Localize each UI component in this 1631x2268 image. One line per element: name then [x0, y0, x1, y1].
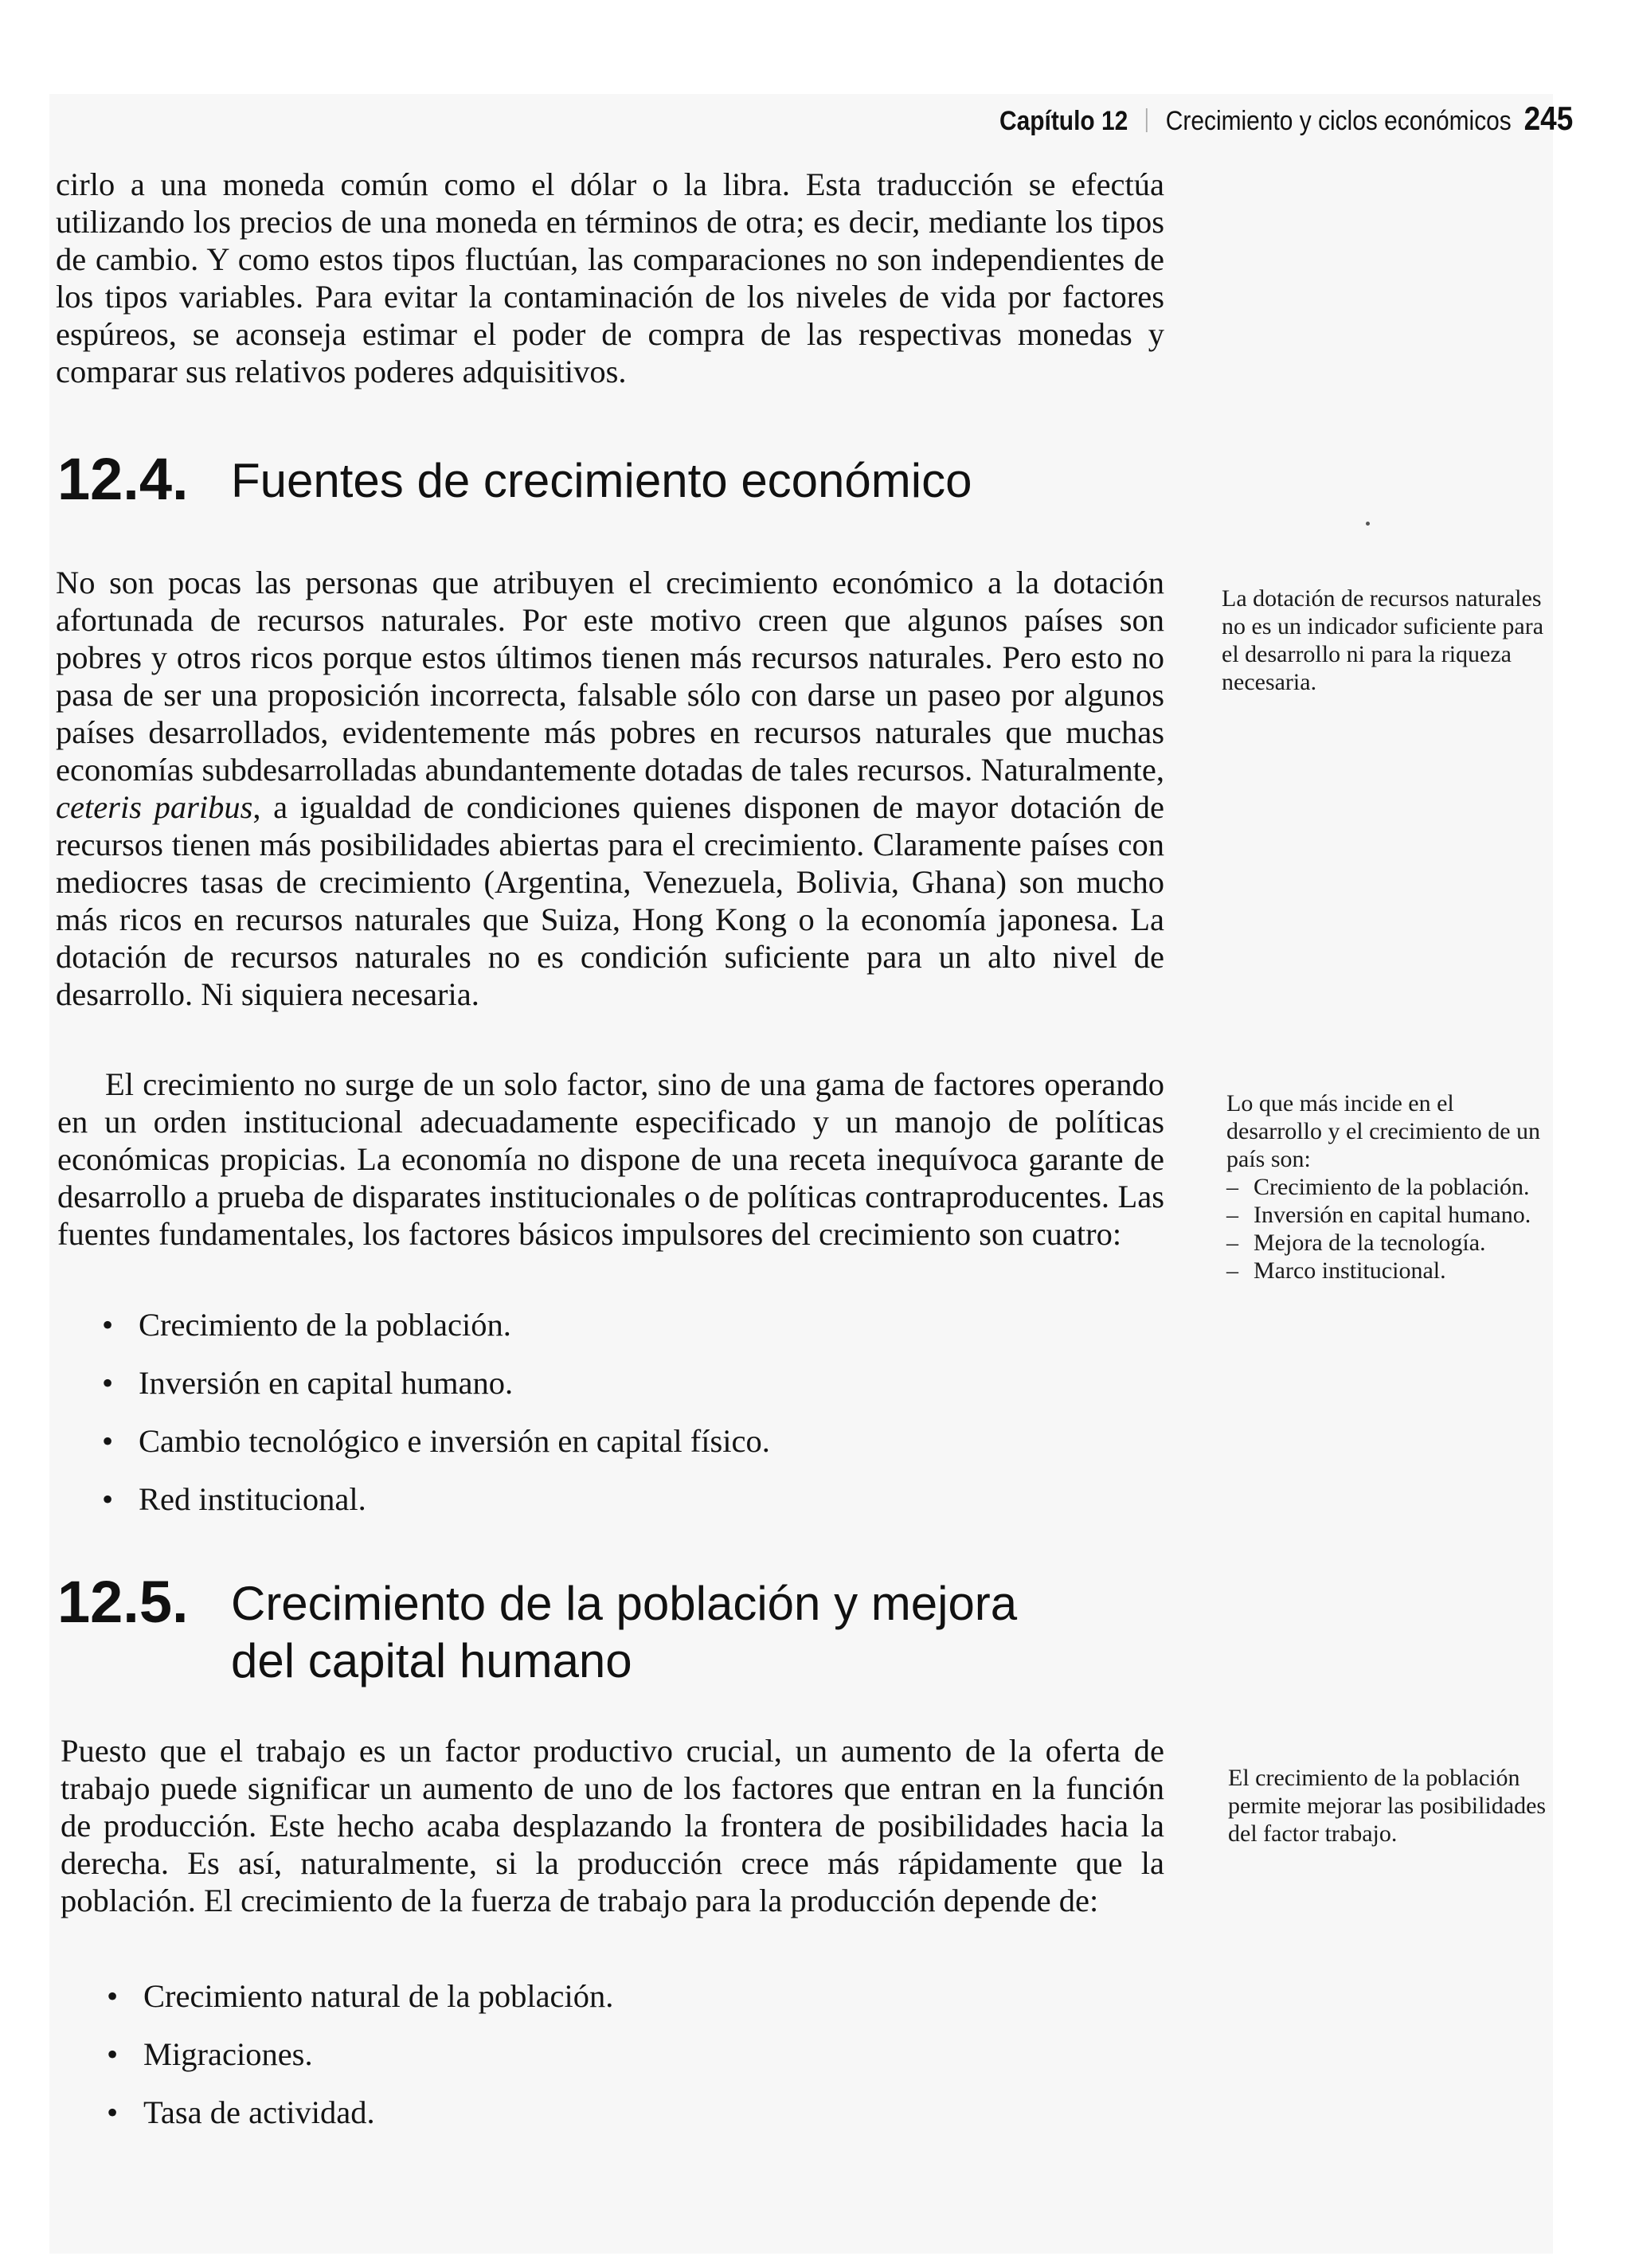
list-item-text: Tasa de actividad. [143, 2094, 375, 2130]
bullet-icon: • [102, 1365, 114, 1401]
labor-growth-list [107, 1977, 1142, 2152]
margin-note-text: El crecimiento de la población permite mejorar las posibilidades del factor trabajo. [1228, 1765, 1547, 1847]
list-item-text: Red institucional. [139, 1481, 366, 1517]
margin-note-text: La dotación de recursos naturales no es un indicador suficiente para el desarrollo ni para la riqueza necesaria. [1222, 585, 1544, 695]
margin-note-item [1226, 1201, 1545, 1229]
dash-icon: – [1226, 1174, 1238, 1200]
chapter-label: Capítulo 12 [999, 106, 1128, 136]
list-item-text: Crecimiento de la población. [139, 1307, 511, 1343]
margin-note-item-text: Mejora de la tecnología. [1254, 1230, 1486, 1256]
list-item [102, 1480, 1137, 1539]
growth-sources-list [102, 1306, 1137, 1539]
section-title: Fuentes de crecimiento económico [231, 454, 972, 507]
list-item-text: Migraciones. [143, 2036, 313, 2072]
section-title-line-1: Crecimiento de la población y mejora [231, 1577, 1018, 1630]
chapter-title: Crecimiento y ciclos económicos [1165, 106, 1512, 136]
list-item [107, 1977, 1142, 2035]
section-title-line-2: del capital humano [231, 1634, 632, 1687]
intro-paragraph: cirlo a una moneda común como el dólar o la libra. Esta traducción se efectúa utilizando los precios de una moneda en términos de otra; es decir, mediante los tipos de cambio. Y como estos tipos fluctúan, las comparaciones no son independientes de los tipos variables. Para evitar la contaminación de los niveles de vida por factores espúreos, se aconseja estimar el poder de compra de las respectivas monedas y comparar sus relativos poderes adquisitivos. [56, 166, 1164, 389]
section-12-4-paragraph-1 [56, 564, 1164, 1013]
bullet-icon: • [102, 1481, 114, 1517]
margin-note-item [1226, 1229, 1545, 1257]
list-item [102, 1306, 1137, 1364]
section-number: 12.5. [57, 1569, 189, 1635]
page-number: 245 [1523, 100, 1574, 137]
margin-note-item [1226, 1173, 1545, 1201]
margin-note-item-text: Marco institucional. [1254, 1257, 1446, 1284]
dash-icon: – [1226, 1257, 1238, 1284]
header-divider [1146, 108, 1148, 132]
list-item-text: Inversión en capital humano. [139, 1365, 514, 1401]
bullet-icon: • [107, 2036, 119, 2072]
margin-note-growth-factors [1226, 1089, 1545, 1285]
list-item [102, 1364, 1137, 1422]
margin-note-population [1228, 1764, 1547, 1848]
list-item [107, 2035, 1142, 2094]
list-item [107, 2094, 1142, 2152]
dash-icon: – [1226, 1230, 1238, 1256]
bullet-icon: • [102, 1307, 114, 1343]
margin-note-natural-resources [1222, 585, 1548, 696]
margin-note-intro: Lo que más incide en el desarrollo y el crecimiento de un país son: [1226, 1090, 1541, 1172]
bullet-icon: • [107, 2094, 119, 2130]
list-item [102, 1422, 1137, 1480]
margin-note-item [1226, 1257, 1545, 1285]
page-speck [1366, 522, 1370, 526]
list-item-text: Cambio tecnológico e inversión en capital físico. [139, 1423, 770, 1459]
section-12-5-paragraph-1: Puesto que el trabajo es un factor productivo crucial, un aumento de la oferta de trabajo puede significar un aumento de uno de los factores que entran en la función de producción. Este hecho acaba desplazando la frontera de posibilidades hacia la derecha. Es así, naturalmente, si la producción crece más rápidamente que la población. El crecimiento de la fuerza de trabajo para la producción depende de: [61, 1733, 1164, 1918]
dash-icon: – [1226, 1202, 1238, 1228]
margin-note-list [1226, 1173, 1545, 1285]
list-item-text: Crecimiento natural de la población. [143, 1978, 614, 2014]
margin-note-item-text: Crecimiento de la población. [1254, 1174, 1530, 1200]
bullet-icon: • [102, 1423, 114, 1459]
paragraph-text: No son pocas las personas que atribuyen el crecimiento económico a la dotación afortunada de recursos naturales. Por este motivo creen que algunos países son pobres y otros ricos porque estos últimos tienen más recursos naturales. Pero esto no pasa de ser una proposición incorrecta, falsable sólo con darse un paseo por algunos países desarrollados, evidentemente más pobres en recursos naturales que muchas economías subdesarrolladas abundantemente dotadas de tales recursos. Naturalmente, [56, 565, 1164, 788]
paragraph-text: , a igualdad de condiciones quienes disponen de mayor dotación de recursos tienen más posibilidades abiertas para el crecimiento. Claramente países con mediocres tasas de crecimiento (Argentina, Venezuela, Bolivia, Ghana) son mucho más ricos en recursos naturales que Suiza, Hong Kong o la economía japonesa. La dotación de recursos naturales no es condición suficiente para un alto nivel de desarrollo. Ni siquiera necesaria. [56, 789, 1164, 1012]
latin-term: ceteris paribus [56, 789, 253, 825]
section-12-4-paragraph-2: El crecimiento no surge de un solo factor, sino de una gama de factores operando en un orden institucional adecuadamente especificado y un manojo de políticas económicas propicias. La economía no dispone de una receta inequívoca garante de desarrollo a prueba de disparates institucionales o de políticas contraproducentes. Las fuentes fundamentales, los factores básicos impulsores del crecimiento son cuatro: [57, 1066, 1164, 1252]
section-number: 12.4. [57, 446, 189, 512]
margin-note-item-text: Inversión en capital humano. [1254, 1202, 1531, 1228]
running-header [999, 100, 1573, 138]
bullet-icon: • [107, 1978, 119, 2014]
